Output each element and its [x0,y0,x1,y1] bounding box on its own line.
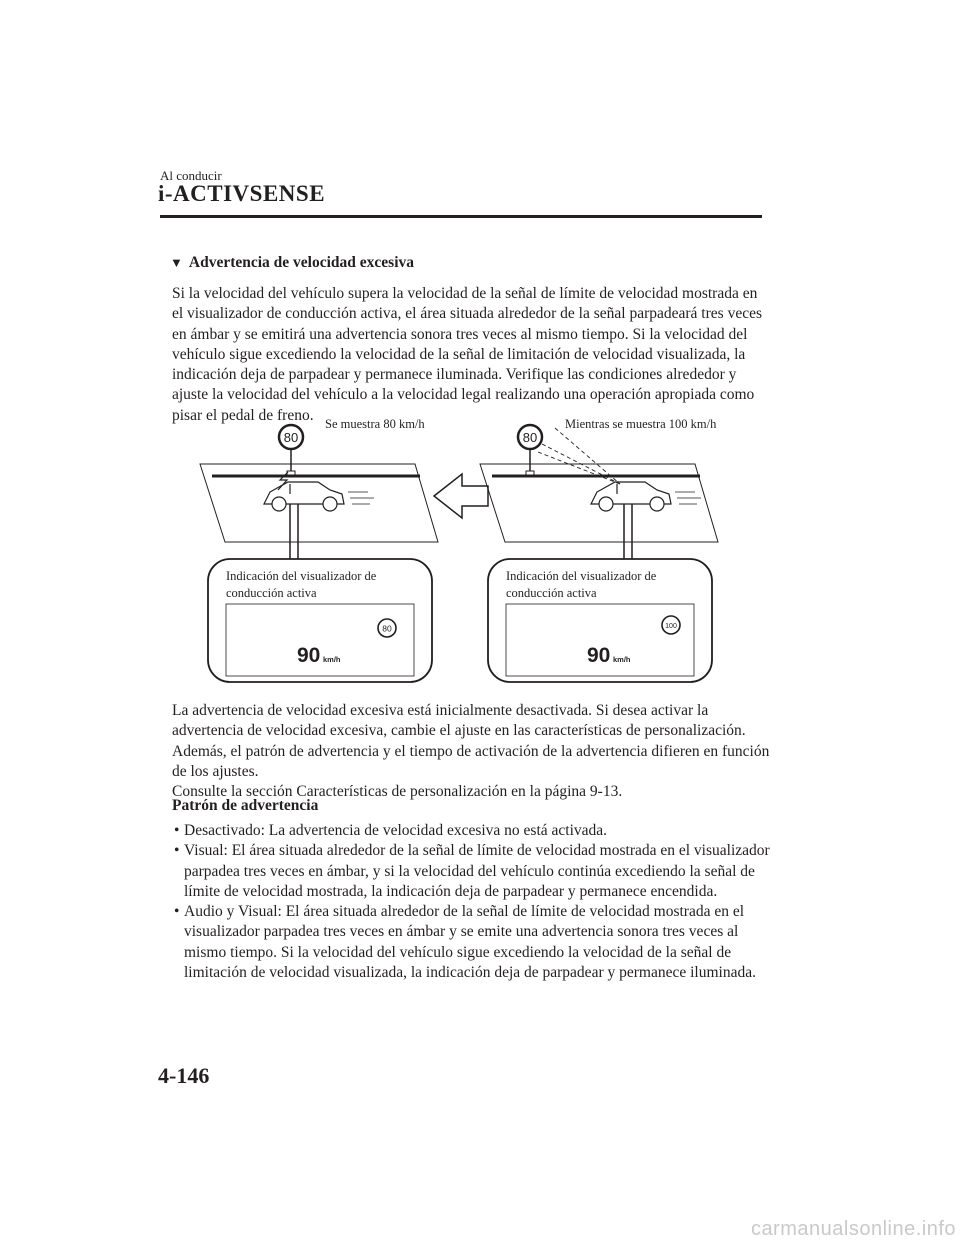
right-caption: Mientras se muestra 100 km/h [565,417,717,431]
car-icon [591,482,671,511]
list-item: • Desactivado: La advertencia de velocidad excesiva no está activada. [172,821,772,841]
bullet-icon: • [174,822,180,839]
body-paragraph [172,701,772,802]
left-caption: Se muestra 80 km/h [325,417,425,431]
left-scene [200,417,438,682]
right-panel-label-2: conducción activa [506,586,597,600]
warning-pattern-list [172,821,772,983]
section-heading [170,254,414,272]
list-item: • Audio y Visual: El área situada alrededor de la señal de límite de velocidad mostrada en el visualizador parpadea tres veces en ámbar y se emite una advertencia sonora tres veces al mismo tiempo. Si la velocidad del vehículo sigue excediendo la velocidad de la señal de limitación de velocidad visualizada, la indicación deja de parpadear y permanece iluminada. [174,903,756,982]
left-sign-number: 80 [283,430,299,445]
right-display-unit: km/h [613,655,631,664]
body-text: La advertencia de velocidad excesiva está inicialmente desactivada. Si desea activar la advertencia de velocidad excesiva, cambie el ajuste en las características de personalización. Además, el patrón de advertencia y el tiempo de activación de la advertencia difieren en función de los ajustes. [172,702,770,780]
reference-text: Consulte la sección Características de personalización en la página 9-13. [172,783,623,801]
heading-text: Advertencia de velocidad excesiva [188,254,415,271]
section-label: Al conducir [160,168,222,183]
intro-paragraph: Si la velocidad del vehículo supera la velocidad de la señal de límite de velocidad mostrada en el visualizador de conducción activa, el área situada alrededor de la señal parpadeará tres veces en ámbar y se emitirá una advertencia sonora tres veces al mismo tiempo. Si la velocidad del vehículo sigue excediendo la velocidad de la señal de limitación de velocidad visualizada, la indicación deja de parpadear y permanece iluminada. Verifique las condiciones alrededor y ajuste la velocidad del vehículo a la velocidad legal realizando una operación apropiada como pisar el pedal de freno. [172,285,762,424]
triangle-down-icon: ▼ [170,255,183,270]
list-item: • Visual: El área situada alrededor de la señal de límite de velocidad mostrada en el visualizador parpadea tres veces en ámbar, y si la velocidad del vehículo continúa excediendo la señal de límite de velocidad mostrada, la indicación deja de parpadear y permanece encendida. [174,842,770,900]
speed-warning-figure [170,414,770,689]
left-panel-label-2: conducción activa [226,586,317,600]
arrow-left-icon [434,474,488,518]
left-display-unit: km/h [323,655,341,664]
bullet-icon: • [174,903,180,921]
page-number: 4-146 [158,1063,210,1088]
left-panel-label-1: Indicación del visualizador de [226,569,377,583]
bullet-icon: • [174,842,180,860]
header-rule [160,215,762,218]
car-icon [264,482,344,511]
left-display-sign: 80 [382,623,392,634]
right-scene [480,417,718,682]
watermark: carmanualsonline.info [750,1218,956,1240]
pattern-title: Patrón de advertencia [172,797,319,814]
right-sign-number: 80 [522,430,538,445]
chapter-title: i-ACTIVSENSE [158,181,326,206]
left-display-speed: 90 [297,644,321,667]
right-display-sign: 100 [665,623,677,630]
right-display-speed: 90 [587,644,611,667]
right-panel-label-1: Indicación del visualizador de [506,569,657,583]
